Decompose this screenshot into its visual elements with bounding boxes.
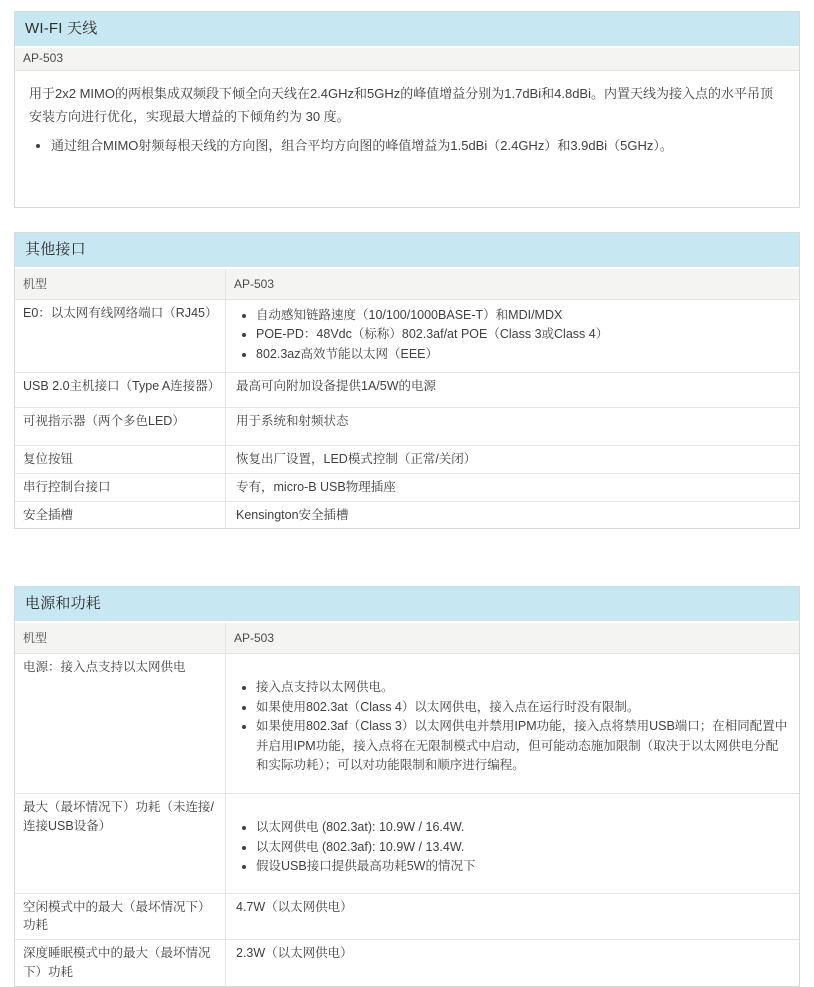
spec-value: Kensington安全插槽 [236,507,349,522]
spec-value: 用于系统和射频状态 [236,414,349,429]
bullet-item: • 如果使用802.3af（Class 3）以太网供电并禁用IPM功能，接入点将禁用USB端口；在相同配置中并启用IPM功能，接入点将在无限制模式中启动，但可能动态施加限制（取决于以太网供电分配和实际功耗）；可以对功能限制和顺序进行编程。 [256,717,789,775]
spec-value: 4.7W（以太网供电） [236,899,353,914]
column-header-value: AP-503 [234,631,275,646]
spec-label: 安全插槽 [15,502,226,529]
antenna-bullet-list [29,135,785,158]
spec-row [15,372,799,407]
spec-label: E0：以太网有线网络端口（RJ45） [15,300,226,372]
bullet-item: • 802.3az高效节能以太网（EEE） [256,345,789,364]
spec-label: 可视指示器（两个多色LED） [15,408,226,445]
table-header-row [15,623,799,653]
spec-row [15,445,799,473]
bullet-item: • 接入点支持以太网供电。 [256,678,789,697]
spec-row [15,893,799,940]
bullet-item: • 以太网供电 (802.3af): 10.9W / 13.4W. [256,838,789,857]
spec-value [226,300,799,372]
spec-label: 串行控制台接口 [15,474,226,501]
antenna-paragraph: 用于2x2 MIMO的两根集成双频段下倾全向天线在2.4GHz和5GHz的峰值增益分别为1.7dBi和4.8dBi。内置天线为接入点的水平吊顶安装方向进行优化，实现最大增益的下倾角约为 30 度。 [29,86,773,124]
spec-row [15,299,799,372]
spec-label: 电源：接入点支持以太网供电 [15,654,226,793]
spec-label: 深度睡眠模式中的最大（最坏情况下）功耗 [15,940,226,986]
table-header-row [15,269,799,299]
section-power-consumption [14,586,800,986]
column-header-model: 机型 [15,623,226,653]
section-wifi-antenna [14,11,800,208]
spec-value: 最高可向附加设备提供1A/5W的电源 [236,379,437,394]
spec-value [226,654,799,793]
bullet-item: • 以太网供电 (802.3at): 10.9W / 16.4W. [256,818,789,837]
spec-label: 最大（最坏情况下）功耗（未连接/连接USB设备） [15,794,226,892]
spec-label: 空闲模式中的最大（最坏情况下）功耗 [15,894,226,940]
bullet-item: • 假设USB接口提供最高功耗5W的情况下 [256,857,789,876]
spec-row [15,473,799,501]
spec-row [15,939,799,986]
column-header-value: AP-503 [234,277,275,291]
spec-row [15,501,799,529]
spec-row [15,653,799,793]
column-header-model: 机型 [15,269,226,299]
spec-value: 2.3W（以太网供电） [236,946,353,960]
spec-bullet-list [236,306,789,364]
bullet-item: • POE-PD：48Vdc（标称）802.3af/at POE（Class 3或Class 4） [256,325,789,344]
spec-value: 专有，micro-B USB物理插座 [236,479,396,494]
antenna-body [15,71,799,207]
spec-value [226,794,799,892]
section-title-power-consumption: 电源和功耗 [15,587,799,623]
spec-bullet-list [236,818,789,876]
section-title-wifi-antenna: WI-FI 天线 [15,12,799,48]
spec-label: USB 2.0主机接口（Type A连接器） [15,373,226,407]
spec-value: 恢复出厂设置，LED模式控制（正常/关闭） [236,452,477,467]
spec-bullet-list [236,678,789,775]
section-other-interfaces [14,232,800,529]
bullet-item: • 如果使用802.3at（Class 4）以太网供电，接入点在运行时没有限制。 [256,698,789,717]
section-title-other-interfaces: 其他接口 [15,233,799,269]
spec-label: 复位按钮 [15,446,226,473]
spec-row [15,407,799,445]
power-spec-table [15,623,799,985]
model-row: AP-503 [15,48,799,71]
bullet-item: • 通过组合MIMO射频每根天线的方向图，组合平均方向图的峰值增益为1.5dBi（2.4GHz）和3.9dBi（5GHz）。 [51,135,785,158]
interfaces-spec-table [15,269,799,528]
spec-row [15,793,799,892]
bullet-item: • 自动感知链路速度（10/100/1000BASE-T）和MDI/MDX [256,306,789,325]
